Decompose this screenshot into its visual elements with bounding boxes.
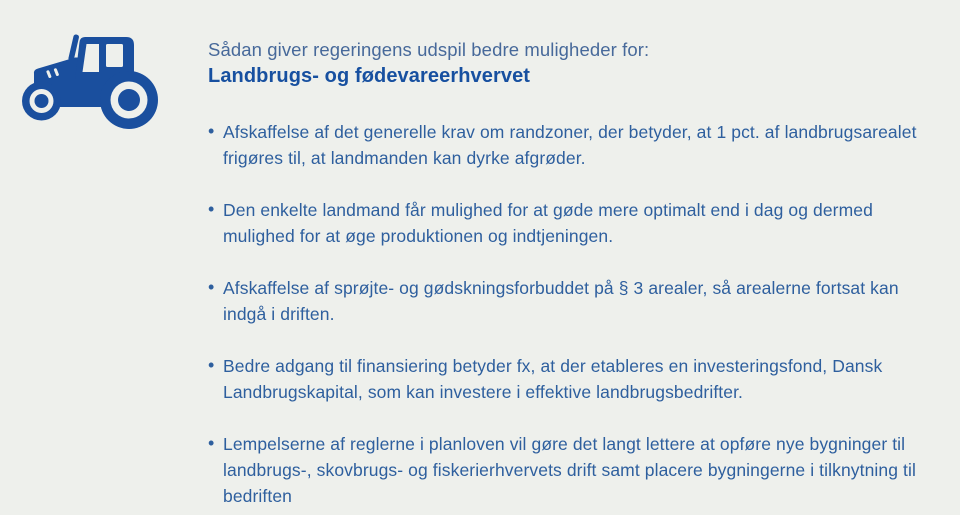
page-title: Landbrugs- og fødevareerhvervet — [208, 65, 531, 87]
bullet-item: • Afskaffelse af det generelle krav om randzoner, der betyder, at 1 pct. af landbrugsarealet frigøres til, at landmanden kan dyrke afgrøder. — [208, 119, 942, 171]
header-intro: Sådan giver regeringens udspil bedre muligheder for: — [208, 39, 650, 60]
bullet-item: • Bedre adgang til finansiering betyder fx, at der etableres en investeringsfond, Dansk Landbrugskapital, som kan investere i effektive landbrugsbedrifter. — [208, 353, 942, 405]
bullet-item: • Den enkelte landmand får mulighed for at gøde mere optimalt end i dag og dermed mulighed for at øge produktionen og indtjeningen. — [208, 197, 942, 249]
tractor-icon — [20, 31, 160, 131]
tractor-svg — [20, 31, 160, 131]
content-column — [208, 38, 942, 509]
bullet-list — [208, 119, 942, 509]
bullet-item: • Lempelserne af reglerne i planloven vil gøre det langt lettere at opføre nye bygninger til landbrugs-, skovbrugs- og fiskerierhvervets drift samt placere bygningerne i tilknytning til bedriften — [208, 431, 942, 509]
bullet-item: • Afskaffelse af sprøjte- og gødskningsforbuddet på § 3 arealer, så arealerne fortsat kan indgå i driften. — [208, 275, 942, 327]
